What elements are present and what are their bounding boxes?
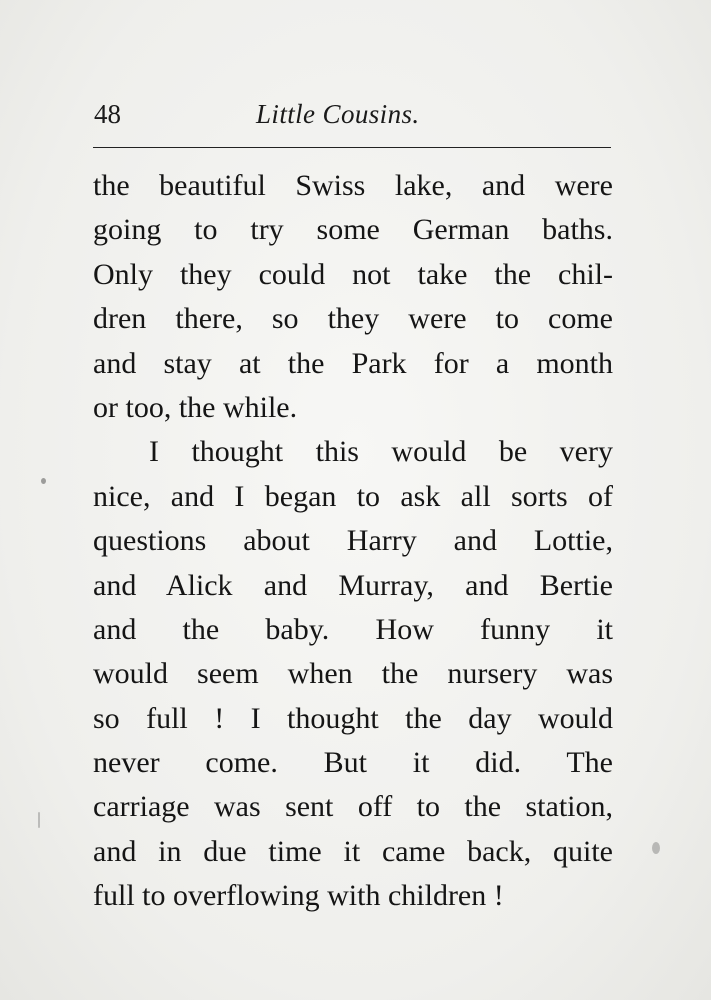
paper-speck bbox=[41, 478, 46, 484]
text-line: nice, and I began to ask all sorts of bbox=[93, 479, 613, 513]
page-number: 48 bbox=[94, 99, 121, 129]
text-line: the beautiful Swiss lake, and were bbox=[93, 169, 613, 202]
text-line: and the baby. How funny it bbox=[93, 612, 613, 646]
paper-speck bbox=[38, 812, 40, 828]
paper-speck bbox=[652, 842, 660, 854]
text-line: Only they could not take the chil- bbox=[93, 257, 613, 291]
paragraph-1 bbox=[93, 164, 613, 430]
text-line: never come. But it did. The bbox=[93, 746, 613, 780]
text-line: dren there, so they were to come bbox=[93, 302, 613, 336]
text-line: full to overflowing with children ! bbox=[93, 879, 504, 913]
text-line: and Alick and Murray, and Bertie bbox=[93, 568, 613, 602]
text-line: carriage was sent off to the station, bbox=[93, 790, 613, 824]
text-line: and stay at the Park for a month bbox=[93, 346, 613, 380]
text-line: I thought this would be very bbox=[149, 435, 613, 469]
paragraph-2 bbox=[93, 430, 613, 918]
text-line: so full ! I thought the day would bbox=[93, 701, 613, 735]
header-rule bbox=[93, 147, 611, 148]
body-text bbox=[93, 164, 613, 919]
text-line: or too, the while. bbox=[93, 390, 298, 424]
running-head: Little Cousins. bbox=[256, 99, 420, 129]
text-line: and in due time it came back, quite bbox=[93, 834, 613, 868]
text-line: questions about Harry and Lottie, bbox=[93, 524, 613, 558]
text-line: would seem when the nursery was bbox=[93, 657, 613, 691]
text-line: going to try some German baths. bbox=[93, 213, 613, 247]
page-header bbox=[93, 96, 611, 136]
